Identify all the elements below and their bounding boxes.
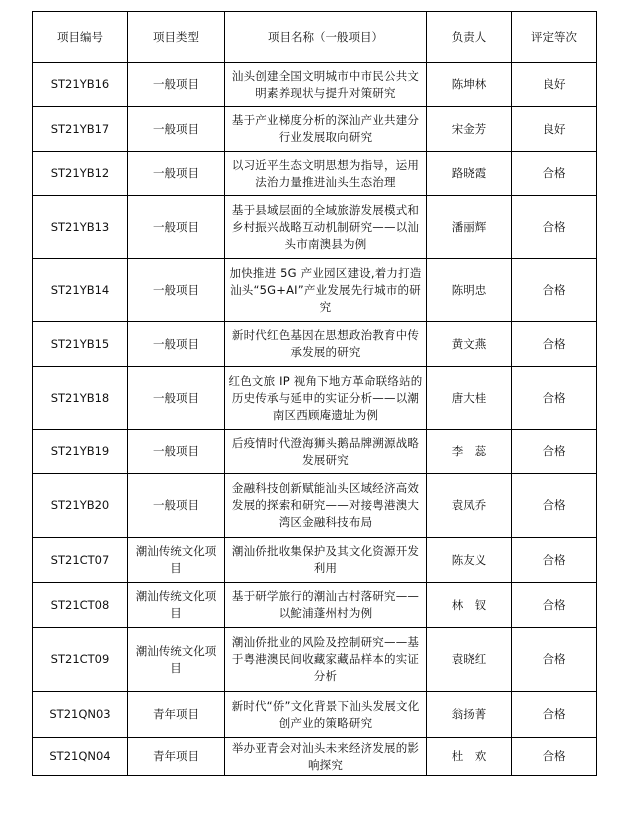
- project-name-cell: 后疫情时代澄海狮头鹅品牌溯源战略发展研究: [225, 430, 427, 474]
- header-type: 项目类型: [128, 12, 225, 63]
- owner-cell: 陈坤林: [427, 63, 512, 107]
- table-row: [33, 152, 597, 196]
- table-row: [33, 259, 597, 322]
- project-id-cell: ST21CT07: [33, 538, 128, 583]
- grade-cell: 良好: [512, 63, 597, 107]
- owner-cell: 宋金芳: [427, 107, 512, 152]
- project-type-cell: 一般项目: [128, 259, 225, 322]
- grade-cell: 合格: [512, 738, 597, 776]
- table-row: [33, 583, 597, 628]
- project-type-cell: 潮汕传统文化项目: [128, 538, 225, 583]
- grade-cell: 合格: [512, 583, 597, 628]
- project-type-cell: 一般项目: [128, 474, 225, 538]
- table-row: [33, 692, 597, 738]
- owner-cell: 林 钗: [427, 583, 512, 628]
- grade-cell: 合格: [512, 152, 597, 196]
- project-name-cell: 基于县域层面的全域旅游发展模式和乡村振兴战略互动机制研究——以汕头市南澳县为例: [225, 196, 427, 259]
- table-row: [33, 63, 597, 107]
- project-name-cell: 基于研学旅行的潮汕古村落研究——以鮀浦蓬州村为例: [225, 583, 427, 628]
- project-type-cell: 一般项目: [128, 152, 225, 196]
- grade-cell: 合格: [512, 538, 597, 583]
- project-id-cell: ST21QN03: [33, 692, 128, 738]
- project-type-cell: 潮汕传统文化项目: [128, 628, 225, 692]
- table-row: [33, 196, 597, 259]
- project-type-cell: 一般项目: [128, 367, 225, 430]
- project-name-cell: 红色文旅 IP 视角下地方革命联络站的历史传承与延申的实证分析——以潮南区西顾庵遗址为例: [225, 367, 427, 430]
- table-row: [33, 538, 597, 583]
- project-id-cell: ST21YB17: [33, 107, 128, 152]
- owner-cell: 陈友义: [427, 538, 512, 583]
- owner-cell: 翁扬菁: [427, 692, 512, 738]
- grade-cell: 合格: [512, 628, 597, 692]
- project-id-cell: ST21YB15: [33, 322, 128, 367]
- grade-cell: 合格: [512, 430, 597, 474]
- owner-cell: 杜 欢: [427, 738, 512, 776]
- project-id-cell: ST21YB13: [33, 196, 128, 259]
- grade-cell: 合格: [512, 692, 597, 738]
- grade-cell: 合格: [512, 367, 597, 430]
- header-owner: 负责人: [427, 12, 512, 63]
- project-name-cell: 以习近平生态文明思想为指导，运用法治力量推进汕头生态治理: [225, 152, 427, 196]
- owner-cell: 陈明忠: [427, 259, 512, 322]
- owner-cell: 李 蕊: [427, 430, 512, 474]
- project-name-cell: 基于产业梯度分析的深汕产业共建分行业发展取向研究: [225, 107, 427, 152]
- project-id-cell: ST21YB18: [33, 367, 128, 430]
- header-row: [33, 12, 597, 63]
- project-type-cell: 一般项目: [128, 430, 225, 474]
- project-name-cell: 新时代“侨”文化背景下汕头发展文化创产业的策略研究: [225, 692, 427, 738]
- owner-cell: 黄文燕: [427, 322, 512, 367]
- project-name-cell: 加快推进 5G 产业园区建设,着力打造汕头“5G+AI”产业发展先行城市的研究: [225, 259, 427, 322]
- table-row: [33, 628, 597, 692]
- project-id-cell: ST21YB16: [33, 63, 128, 107]
- grade-cell: 良好: [512, 107, 597, 152]
- project-id-cell: ST21YB14: [33, 259, 128, 322]
- project-type-cell: 一般项目: [128, 196, 225, 259]
- table-row: [33, 430, 597, 474]
- owner-cell: 袁晓红: [427, 628, 512, 692]
- project-name-cell: 汕头创建全国文明城市中市民公共文明素养现状与提升对策研究: [225, 63, 427, 107]
- project-name-cell: 潮汕侨批收集保护及其文化资源开发利用: [225, 538, 427, 583]
- project-type-cell: 潮汕传统文化项目: [128, 583, 225, 628]
- project-id-cell: ST21QN04: [33, 738, 128, 776]
- table-row: [33, 367, 597, 430]
- project-id-cell: ST21YB20: [33, 474, 128, 538]
- grade-cell: 合格: [512, 259, 597, 322]
- project-name-cell: 潮汕侨批业的风险及控制研究——基于粤港澳民间收藏家藏品样本的实证分析: [225, 628, 427, 692]
- project-table: [32, 11, 597, 776]
- owner-cell: 袁凤乔: [427, 474, 512, 538]
- project-name-cell: 新时代红色基因在思想政治教育中传承发展的研究: [225, 322, 427, 367]
- project-name-cell: 举办亚青会对汕头未来经济发展的影响探究: [225, 738, 427, 776]
- project-type-cell: 一般项目: [128, 107, 225, 152]
- header-id: 项目编号: [33, 12, 128, 63]
- project-id-cell: ST21CT09: [33, 628, 128, 692]
- project-id-cell: ST21YB12: [33, 152, 128, 196]
- project-name-cell: 金融科技创新赋能汕头区域经济高效发展的探索和研究——对接粤港澳大湾区金融科技布局: [225, 474, 427, 538]
- table-row: [33, 474, 597, 538]
- project-id-cell: ST21YB19: [33, 430, 128, 474]
- owner-cell: 路晓霞: [427, 152, 512, 196]
- table-row: [33, 322, 597, 367]
- header-name: 项目名称（一般项目）: [225, 12, 427, 63]
- grade-cell: 合格: [512, 322, 597, 367]
- project-type-cell: 青年项目: [128, 692, 225, 738]
- grade-cell: 合格: [512, 474, 597, 538]
- owner-cell: 潘丽辉: [427, 196, 512, 259]
- project-type-cell: 一般项目: [128, 63, 225, 107]
- project-type-cell: 青年项目: [128, 738, 225, 776]
- header-grade: 评定等次: [512, 12, 597, 63]
- table-row: [33, 738, 597, 776]
- grade-cell: 合格: [512, 196, 597, 259]
- project-type-cell: 一般项目: [128, 322, 225, 367]
- owner-cell: 唐大桂: [427, 367, 512, 430]
- project-id-cell: ST21CT08: [33, 583, 128, 628]
- table-row: [33, 107, 597, 152]
